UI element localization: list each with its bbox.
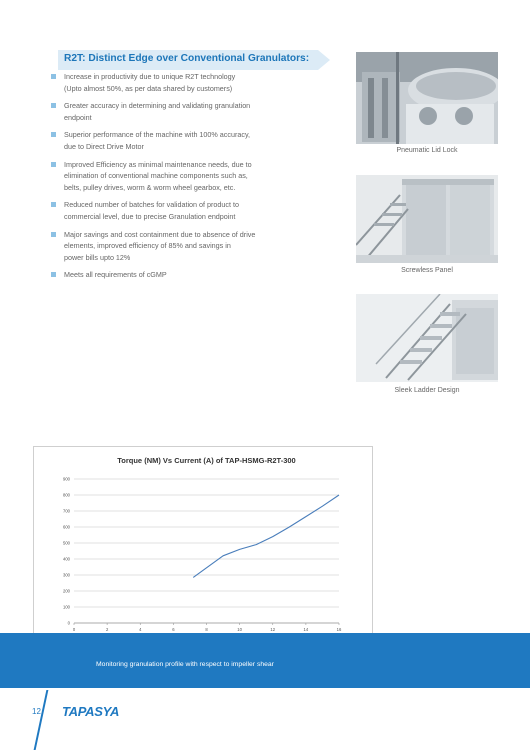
pneumatic-lid-lock-photo (356, 52, 498, 144)
x-tick-label: 0 (72, 627, 76, 632)
list-item: Meets all requirements of cGMP (50, 269, 340, 281)
x-tick-label: 4 (139, 627, 142, 632)
y-tick-label: 800 (63, 492, 70, 498)
bullet-square-icon (51, 272, 56, 277)
y-tick-label: 200 (63, 588, 70, 594)
y-tick-label: 900 (63, 476, 70, 482)
bullet-square-icon (51, 162, 56, 167)
series-line (193, 495, 339, 577)
list-item: Improved Efficiency as minimal maintenance needs, due to elimination of conventional machine components such as, belts, pulley drives, worm & worm wheel gearbox, etc. (50, 159, 340, 194)
page-number: 12 (32, 707, 41, 716)
photo-caption: Pneumatic Lid Lock (396, 147, 458, 154)
section-heading: R2T: Distinct Edge over Conventional Granulators: (64, 53, 310, 64)
chart-title: Torque (NM) Vs Current (A) of TAP-HSMG-R2T-300 (117, 456, 296, 465)
tapasya-logo (62, 702, 132, 720)
y-tick-label: 500 (63, 540, 70, 546)
y-tick-label: 600 (63, 524, 70, 530)
y-tick-label: 300 (63, 572, 70, 578)
y-tick-label: 0 (67, 620, 70, 626)
y-tick-label: 100 (63, 604, 70, 610)
logo-text: TAPASYA (62, 704, 120, 719)
list-item: Increase in productivity due to unique R2T technology (Upto almost 50%, as per data shared by customers) (50, 71, 340, 94)
list-item: Reduced number of batches for validation of product to commercial level, due to precise Granulation endpoint (50, 199, 340, 222)
x-tick-label: 12 (270, 627, 276, 632)
y-tick-label: 700 (63, 508, 70, 514)
chart-svg (34, 447, 374, 661)
page-divider-slash (34, 690, 49, 750)
feature-list (50, 71, 340, 287)
y-tick-label: 400 (63, 556, 70, 562)
x-tick-label: 6 (172, 627, 175, 632)
bullet-square-icon (51, 232, 56, 237)
photo-caption: Screwless Panel (401, 267, 453, 274)
list-item: Greater accuracy in determining and validating granulation endpoint (50, 100, 340, 123)
x-tick-label: 10 (237, 627, 242, 632)
list-item: Superior performance of the machine with 100% accuracy, due to Direct Drive Motor (50, 129, 340, 152)
list-item: Major savings and cost containment due to absence of drive elements, improved efficiency of 85% and savings in power bills upto 12% (50, 229, 340, 264)
x-tick-label: 16 (336, 627, 342, 632)
photo-caption: Sleek Ladder Design (394, 387, 460, 394)
bullet-square-icon (51, 103, 56, 108)
sleek-ladder-photo (356, 294, 498, 382)
torque-chart (33, 446, 373, 660)
x-tick-label: 14 (303, 627, 309, 632)
bullet-square-icon (51, 74, 56, 79)
bullet-square-icon (51, 202, 56, 207)
bullet-square-icon (51, 132, 56, 137)
band-caption: Monitoring granulation profile with respect to impeller shear (96, 661, 274, 668)
x-tick-label: 2 (105, 627, 109, 632)
x-tick-label: 8 (205, 627, 208, 632)
screwless-panel-photo (356, 175, 498, 263)
